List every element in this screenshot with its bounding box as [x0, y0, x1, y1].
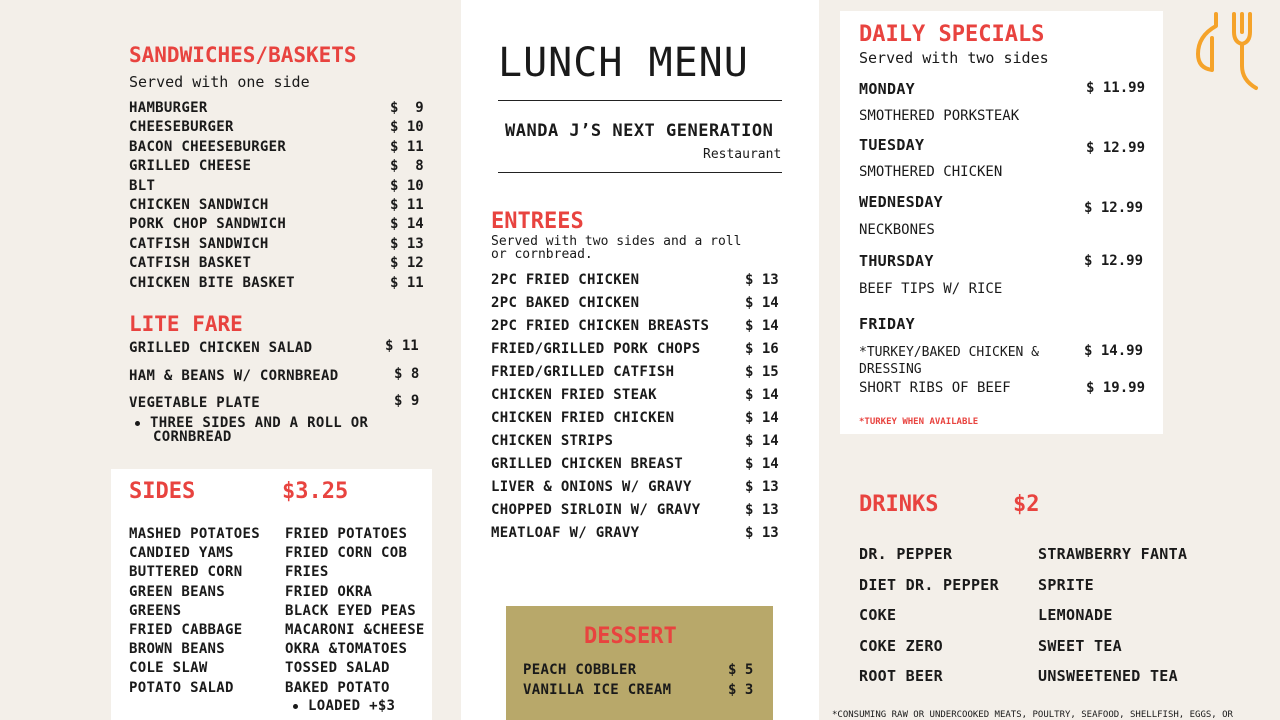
day-dish: BEEF TIPS W/ RICE: [859, 281, 1003, 297]
list-item: CATFISH BASKET: [129, 255, 252, 272]
list-item: VANILLA ICE CREAM: [523, 682, 672, 698]
day-dish: NECKBONES: [859, 222, 935, 238]
list-item: FRIES: [285, 564, 329, 581]
sides-title: SIDES: [129, 479, 196, 504]
list-item: FRIED/GRILLED PORK CHOPS: [491, 341, 701, 357]
list-item: CATFISH SANDWICH: [129, 235, 269, 252]
restaurant-name: WANDA J’S NEXT GENERATION: [505, 121, 774, 141]
day-label: TUESDAY: [859, 136, 925, 154]
item-price: $ 13: [745, 525, 779, 541]
list-item: CHICKEN STRIPS: [491, 433, 614, 449]
list-item: DIET DR. PEPPER: [859, 575, 999, 594]
list-item: HAM & BEANS W/ CORNBREAD: [129, 368, 339, 384]
daily-specials-subtitle: Served with two sides: [859, 49, 1049, 67]
day-price: $ 12.99: [1084, 253, 1144, 269]
list-item: DR. PEPPER: [859, 545, 953, 563]
item-price: $ 14: [745, 456, 779, 472]
day-label: THURSDAY: [859, 252, 934, 270]
page-title: LUNCH MENU: [498, 40, 749, 86]
day-price: $ 12.99: [1084, 200, 1144, 216]
list-item: MEATLOAF W/ GRAVY: [491, 525, 640, 541]
list-item: BACON CHEESEBURGER: [129, 138, 287, 155]
entrees-subtitle: [491, 235, 741, 261]
item-price: $ 11: [390, 138, 424, 155]
sandwiches-subtitle: Served with one side: [129, 73, 310, 91]
list-item: BUTTERED CORN: [129, 564, 243, 581]
daily-specials-title: DAILY SPECIALS: [859, 22, 1045, 47]
list-item: GRILLED CHICKEN BREAST: [491, 456, 684, 472]
disclaimer: *CONSUMING RAW OR UNDERCOOKED MEATS, POULTRY, SEAFOOD, SHELLFISH, EGGS, OR: [832, 710, 1233, 720]
item-price: $ 10: [390, 119, 424, 136]
item-price: $ 13: [745, 479, 779, 495]
item-price: $ 13: [390, 235, 424, 252]
item-price: $ 14: [745, 387, 779, 403]
loaded-label: LOADED +$3: [308, 698, 396, 714]
item-price: $ 11: [390, 274, 424, 291]
day-label: WEDNESDAY: [859, 193, 943, 211]
day-label: MONDAY: [859, 80, 915, 98]
daily-specials-note: *TURKEY WHEN AVAILABLE: [859, 417, 979, 427]
sandwiches-title: SANDWICHES/BASKETS: [129, 43, 357, 67]
day-price: $ 12.99: [1086, 140, 1146, 156]
list-item: CANDIED YAMS: [129, 545, 234, 562]
divider: [498, 100, 782, 101]
item-price: $ 13: [745, 502, 779, 518]
item-price: $ 10: [390, 177, 424, 194]
list-item: FRIED CORN COB: [285, 545, 408, 562]
note-line: THREE SIDES AND A ROLL OR: [150, 415, 369, 431]
item-price: $ 5: [728, 662, 754, 678]
item-price: $ 11: [390, 197, 424, 213]
list-item: 2PC FRIED CHICKEN: [491, 272, 640, 288]
sides-panel: [111, 469, 432, 720]
item-price: $ 9: [390, 100, 424, 116]
list-item: STRAWBERRY FANTA: [1038, 545, 1188, 563]
item-price: $ 11: [385, 338, 419, 354]
fork-knife-icon: [1190, 10, 1266, 94]
lite-fare-title: LITE FARE: [129, 312, 243, 336]
entrees-title: ENTREES: [491, 209, 584, 234]
list-item: TOSSED SALAD: [285, 660, 390, 677]
list-item: FRIED OKRA: [285, 583, 373, 600]
list-item: POTATO SALAD: [129, 679, 234, 696]
item-price: $ 14: [745, 433, 779, 449]
dessert-title: DESSERT: [584, 624, 677, 649]
list-item: HAMBURGER: [129, 100, 208, 116]
list-item: CHEESEBURGER: [129, 119, 234, 136]
item-price: $ 13: [745, 272, 779, 288]
item-price: $ 14: [390, 216, 424, 233]
list-item: GREEN BEANS: [129, 583, 226, 600]
list-item: OKRA &TOMATOES: [285, 641, 408, 658]
list-item: GREENS: [129, 602, 182, 619]
daily-specials-panel: [840, 11, 1163, 434]
list-item: VEGETABLE PLATE: [129, 395, 260, 411]
item-price: $ 8: [394, 366, 420, 382]
day-dish: SMOTHERED PORKSTEAK: [859, 108, 1020, 124]
list-item: COKE ZERO: [859, 636, 943, 655]
list-item: COKE: [859, 606, 897, 624]
drinks-price: $2: [1013, 492, 1040, 517]
note-line: CORNBREAD: [153, 429, 232, 445]
list-item: CHOPPED SIRLOIN W/ GRAVY: [491, 502, 701, 518]
list-item: CHICKEN SANDWICH: [129, 197, 269, 213]
drinks-title: DRINKS: [859, 492, 939, 517]
list-item: LIVER & ONIONS W/ GRAVY: [491, 479, 692, 495]
subtitle-line: Served with two sides and a roll: [491, 234, 742, 249]
loaded-option: [293, 698, 395, 714]
item-price: $ 15: [745, 364, 779, 380]
divider: [498, 172, 782, 173]
list-item: CHICKEN BITE BASKET: [129, 274, 295, 291]
list-item: COLE SLAW: [129, 660, 208, 677]
day-price: $ 19.99: [1086, 380, 1146, 396]
list-item: SPRITE: [1038, 575, 1094, 594]
item-price: $ 8: [390, 158, 424, 175]
list-item: BROWN BEANS: [129, 641, 226, 658]
sides-price: $3.25: [282, 479, 349, 504]
list-item: LEMONADE: [1038, 606, 1113, 624]
dish-line: DRESSING: [859, 362, 922, 377]
day-price: $ 11.99: [1086, 80, 1146, 96]
list-item: PEACH COBBLER: [523, 662, 637, 678]
list-item: FRIED CABBAGE: [129, 622, 243, 638]
day-dish: SMOTHERED CHICKEN: [859, 164, 1003, 180]
subtitle-line: or cornbread.: [491, 247, 593, 262]
list-item: PORK CHOP SANDWICH: [129, 216, 287, 233]
list-item: FRIED/GRILLED CATFISH: [491, 364, 675, 380]
list-item: BAKED POTATO: [285, 679, 390, 696]
bullet-icon: [293, 704, 298, 709]
list-item: GRILLED CHEESE: [129, 158, 252, 175]
item-price: $ 14: [745, 295, 779, 311]
list-item: FRIED POTATOES: [285, 526, 408, 542]
item-price: $ 3: [728, 682, 754, 698]
lite-fare-note: [135, 416, 368, 444]
dish-line: *TURKEY/BAKED CHICKEN &: [859, 345, 1040, 360]
item-price: $ 16: [745, 341, 779, 357]
item-price: $ 14: [745, 410, 779, 426]
list-item: BLT: [129, 177, 156, 194]
bullet-icon: [135, 421, 140, 426]
day-dish: SHORT RIBS OF BEEF: [859, 380, 1011, 396]
list-item: CHICKEN FRIED STEAK: [491, 387, 657, 403]
item-price: $ 14: [745, 318, 779, 334]
list-item: CHICKEN FRIED CHICKEN: [491, 410, 675, 426]
list-item: 2PC BAKED CHICKEN: [491, 295, 640, 311]
list-item: MASHED POTATOES: [129, 526, 260, 542]
restaurant-subtitle: Restaurant: [703, 147, 782, 162]
list-item: MACARONI &CHEESE: [285, 622, 425, 638]
day-price: $ 14.99: [1084, 343, 1144, 359]
list-item: SWEET TEA: [1038, 636, 1122, 655]
day-label: FRIDAY: [859, 315, 915, 333]
list-item: BLACK EYED PEAS: [285, 602, 416, 619]
list-item: 2PC FRIED CHICKEN BREASTS: [491, 318, 710, 334]
list-item: UNSWEETENED TEA: [1038, 667, 1178, 685]
item-price: $ 9: [394, 393, 420, 409]
list-item: ROOT BEER: [859, 667, 943, 685]
dessert-panel: [506, 606, 773, 720]
list-item: GRILLED CHICKEN SALAD: [129, 340, 313, 356]
item-price: $ 12: [390, 255, 424, 272]
day-dish: [859, 344, 1039, 378]
